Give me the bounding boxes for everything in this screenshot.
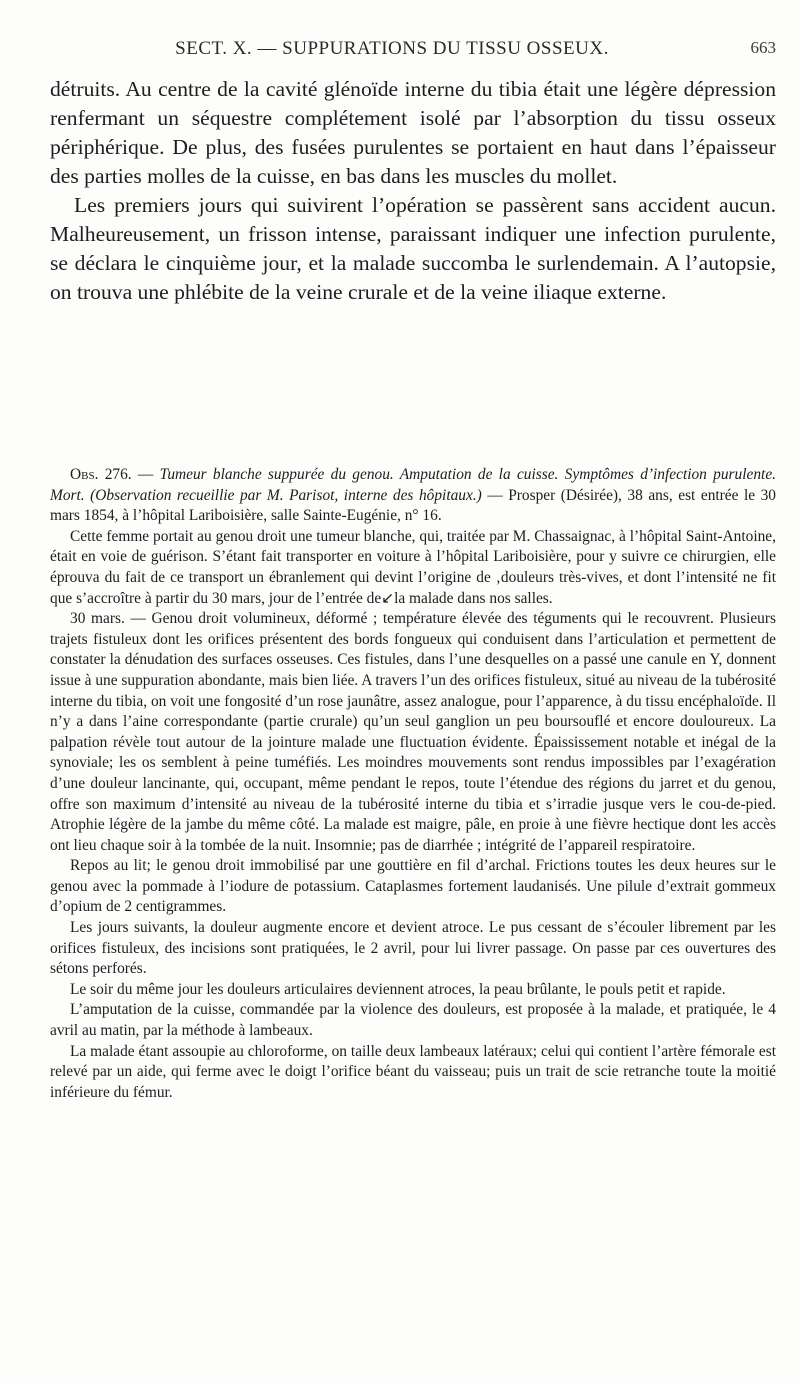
paragraph-exam: 30 mars. — Genou droit volumineux, déformé ; température élevée des téguments qui le recouvrent. Plusieurs trajets fistuleux dont les orifices présentent des bords fongueux qui conduisent dans l’articulation et permettent de constater la dénudation des surfaces osseuses. Ces fistules, dans l’une desquelles on a passé une canule en Y, donnent issue à une suppuration abondante, mais bien liée. A travers l’un des orifices fistuleux, situé au niveau de la tubérosité interne du tibia, on voit une fongosité d’un rose jaunâtre, assez analogue, pour l’apparence, à du tissu encéphaloïde. Il n’y a dans l’aine correspondante (partie crurale) qu’un seul ganglion un peu boursouflé et encore douloureux. La palpation révèle tout autour de la jointure malade une fluctuation évidente. Épaississement notable et inégal de la synoviale; les os semblent à peine tuméfiés. Les moindres mouvements sont rendus impossibles par l’exagération d’une douleur lancinante, qui, occupant, même pendant le repos, toute l’étendue des régions du jarret et du genou, offre son maximum d’intensité au niveau de la tubérosité interne du tibia et s’irradie jusque vers le cou-de-pied. Atrophie légère de la jambe du même côté. La malade est maigre, pâle, en proie à une fièvre hectique dont les accès ont lieu chaque soir à la tombée de la nuit. Insomnie; pas de diarrhée ; intégrité de l’appareil respiratoire. xyxy=(50,610,776,854)
observation-source: (Observation recueillie par M. Parisot, interne des hôpitaux.) xyxy=(84,486,482,504)
observation-heading xyxy=(50,465,776,527)
paragraph-treatment: Repos au lit; le genou droit immobilisé par une gouttière en fil d’archal. Frictions toutes les deux heures sur le genou avec la pommade à l’iodure de potassium. Cataplasmes fortement laudanisés. Une pilule d’extrait gommeux d’opium de 2 centigrammes. xyxy=(50,857,776,916)
paragraph-procedure: La malade étant assoupie au chloroforme, on taille deux lambeaux latéraux; celui qui contient l’artère fémorale est relevé par un aide, qui ferme avec le doigt l’orifice béant du vaisseau; puis un trait de scie retranche toute la moitié inférieure du fémur. xyxy=(50,1042,776,1101)
paragraph-evening: Le soir du même jour les douleurs articulaires deviennent atroces, la peau brûlante, le pouls petit et rapide. xyxy=(70,980,726,998)
main-text xyxy=(50,75,776,307)
section-title: SECT. X. — SUPPURATIONS DU TISSU OSSEUX. xyxy=(175,38,609,59)
observation-text xyxy=(50,465,776,1103)
paragraph-following-days: Les jours suivants, la douleur augmente encore et devient atroce. Le pus cessant de s’écouler librement par les orifices fistuleux, des incisions sont pratiquées, le 2 avril, pour lui livrer passage. On passe par ces ouvertures des sétons perforés. xyxy=(50,919,776,978)
observation-intro: — Prosper (Désirée), 38 ans, est entrée le 30 mars 1854, à l’hôpital Lariboisière, salle Sainte-Eugénie, n° 16. xyxy=(50,486,777,525)
running-header xyxy=(48,38,776,66)
observation-number: Obs. 276. xyxy=(70,466,132,483)
observation-title: Tumeur blanche suppurée du genou. Amputation de la cuisse. Symptômes d’infection purulente. Mort. xyxy=(50,466,776,504)
observation-dash: — xyxy=(131,466,160,483)
paragraph-postop: Les premiers jours qui suivirent l’opération se passèrent sans accident aucun. Malheureusement, un frisson intense, paraissant indiquer une infection purulente, se déclara le cinquième jour, et la malade succomba le surlendemain. A l’autopsie, on trouva une phlébite de la veine crurale et de la veine iliaque externe. xyxy=(50,193,776,304)
paragraph-history: Cette femme portait au genou droit une tumeur blanche, qui, traitée par M. Chassaignac, à l’hôpital Saint-Antoine, était en voie de guérison. S’étant fait transporter en voiture à l’hôpital Lariboisière, pour y suivre ce chirurgien, elle éprouva du fait de ce transport un ébranlement qui devint l’origine de ‚douleurs très-vives, et dont l’intensité ne fit que s’accroître à partir du 30 mars, jour de l’entrée de↙la malade dans nos salles. xyxy=(50,527,776,607)
page-number: 663 xyxy=(750,38,776,57)
paragraph-amputation: L’amputation de la cuisse, commandée par la violence des douleurs, est proposée à la malade, et pratiquée, le 4 avril au matin, par la méthode à lambeaux. xyxy=(50,1001,776,1040)
paragraph-continuation: détruits. Au centre de la cavité glénoïde interne du tibia était une légère dépression renfermant un séquestre complétement isolé par l’absorption du tissu osseux périphérique. De plus, des fusées purulentes se portaient en haut dans l’épaisseur des parties molles de la cuisse, en bas dans les muscles du mollet. xyxy=(50,77,776,188)
